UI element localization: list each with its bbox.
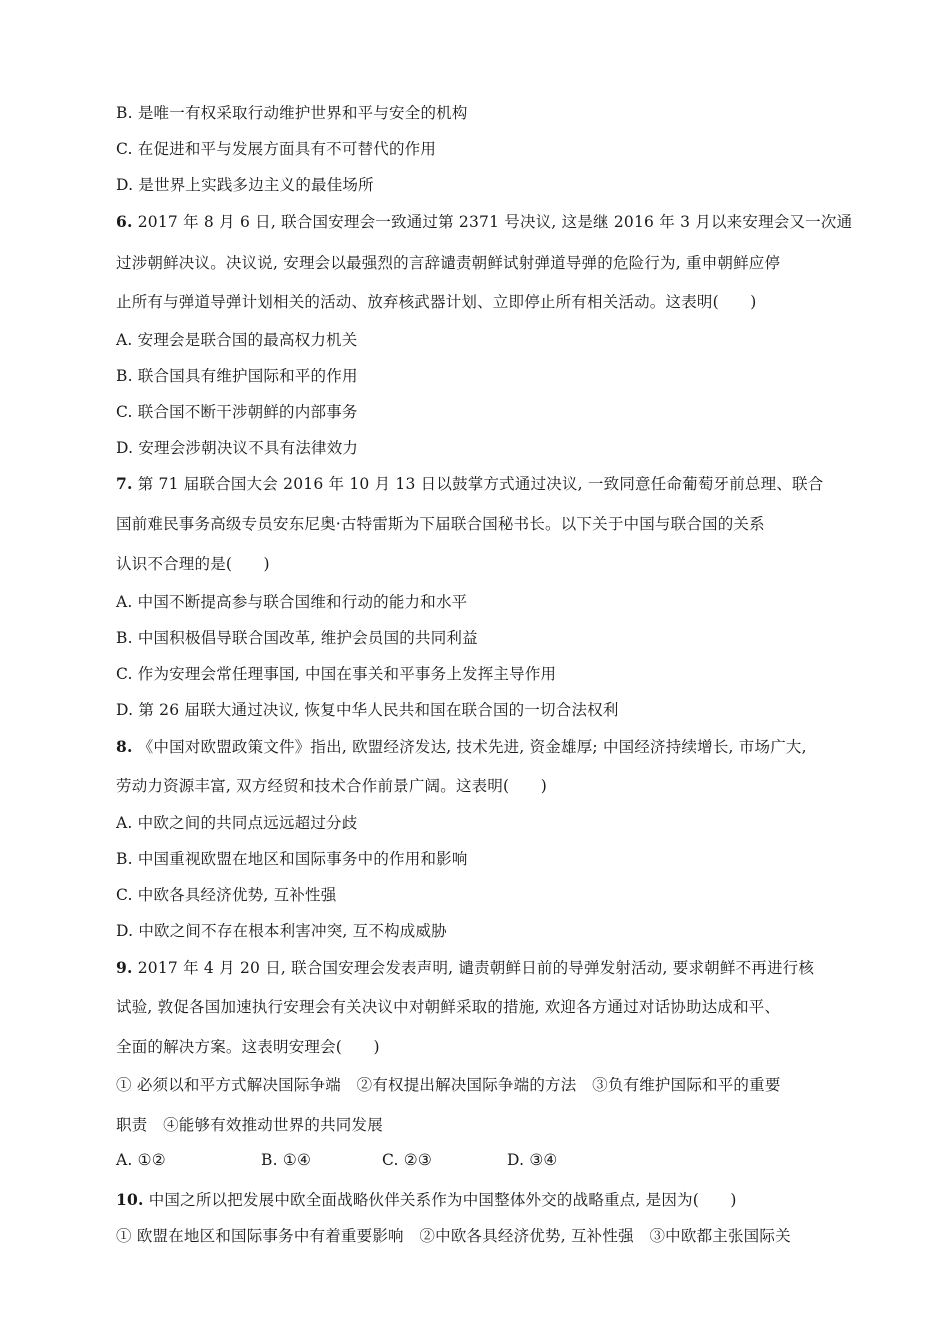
- q9-option-b: B. ①④: [261, 1151, 312, 1169]
- q9-option-c: C. ②③: [382, 1151, 432, 1169]
- q6-stem-line-1: [116, 210, 852, 232]
- q7-option-d: D. 第 26 届联大通过决议, 恢复中华人民共和国在联合国的一切合法权利: [116, 701, 619, 719]
- q10-stem-line-1: [116, 1188, 737, 1210]
- q7-option-c: C. 作为安理会常任理事国, 中国在事关和平事务上发挥主导作用: [116, 665, 557, 683]
- q9-stem-line-3: 全面的解决方案。这表明安理会( ): [116, 1038, 380, 1056]
- q9-statements-line-2: 职责 ④能够有效推动世界的共同发展: [116, 1116, 383, 1134]
- q6-option-b: B. 联合国具有维护国际和平的作用: [116, 367, 358, 385]
- q6-option-c: C. 联合国不断干涉朝鲜的内部事务: [116, 403, 358, 421]
- q8-option-a: A. 中欧之间的共同点远远超过分歧: [116, 814, 358, 832]
- q8-number: 8.: [116, 737, 133, 756]
- q9-option-a: A. ①②: [116, 1151, 166, 1169]
- q9-number: 9.: [116, 958, 133, 977]
- q8-option-b: B. 中国重视欧盟在地区和国际事务中的作用和影响: [116, 850, 468, 868]
- q9-options-row: [116, 1151, 558, 1169]
- q7-option-b: B. 中国积极倡导联合国改革, 维护会员国的共同利益: [116, 629, 478, 647]
- q8-stem-line-2: 劳动力资源丰富, 双方经贸和技术合作前景广阔。这表明( ): [116, 777, 547, 795]
- q8-option-d: D. 中欧之间不存在根本利害冲突, 互不构成威胁: [116, 922, 447, 940]
- q9-stem-line-1: [116, 956, 814, 978]
- q7-option-a: A. 中国不断提高参与联合国维和行动的能力和水平: [116, 593, 468, 611]
- q10-number: 10.: [116, 1190, 144, 1209]
- q9-stem-line-2: 试验, 敦促各国加速执行安理会有关决议中对朝鲜采取的措施, 欢迎各方通过对话协助达成和平、: [116, 998, 781, 1016]
- q9-stem-text-1: 2017 年 4 月 20 日, 联合国安理会发表声明, 谴责朝鲜日前的导弹发射活动, 要求朝鲜不再进行核: [137, 959, 815, 977]
- q8-stem-text-1: 《中国对欧盟政策文件》指出, 欧盟经济发达, 技术先进, 资金雄厚; 中国经济持续增长, 市场广大,: [137, 738, 807, 756]
- q6-stem-line-3: 止所有与弹道导弹计划相关的活动、放弃核武器计划、立即停止所有相关活动。这表明( ): [116, 293, 757, 311]
- q6-option-d: D. 安理会涉朝决议不具有法律效力: [116, 439, 359, 457]
- q6-option-a: A. 安理会是联合国的最高权力机关: [116, 331, 358, 349]
- q8-option-c: C. 中欧各具经济优势, 互补性强: [116, 886, 337, 904]
- q9-statements-line-1: ① 必须以和平方式解决国际争端 ②有权提出解决国际争端的方法 ③负有维护国际和平的重要: [116, 1076, 781, 1094]
- q6-number: 6.: [116, 212, 133, 231]
- q10-statements-line-1: ① 欧盟在地区和国际事务中有着重要影响 ②中欧各具经济优势, 互补性强 ③中欧都主张国际关: [116, 1227, 791, 1245]
- q5-option-c: C. 在促进和平与发展方面具有不可替代的作用: [116, 140, 437, 158]
- q7-stem-line-3: 认识不合理的是( ): [116, 555, 270, 573]
- q6-stem-text-1: 2017 年 8 月 6 日, 联合国安理会一致通过第 2371 号决议, 这是继 2016 年 3 月以来安理会又一次通: [137, 213, 853, 231]
- q6-stem-line-2: 过涉朝鲜决议。决议说, 安理会以最强烈的言辞谴责朝鲜试射弹道导弹的危险行为, 重申朝鲜应停: [116, 254, 781, 272]
- q7-stem-line-1: [116, 472, 823, 494]
- q7-number: 7.: [116, 474, 133, 493]
- q10-stem-text-1: 中国之所以把发展中欧全面战略伙伴关系作为中国整体外交的战略重点, 是因为( ): [148, 1191, 737, 1209]
- q7-stem-text-1: 第 71 届联合国大会 2016 年 10 月 13 日以鼓掌方式通过决议, 一致同意任命葡萄牙前总理、联合: [137, 475, 824, 493]
- q8-stem-line-1: [116, 735, 807, 757]
- q7-stem-line-2: 国前难民事务高级专员安东尼奥·古特雷斯为下届联合国秘书长。以下关于中国与联合国的关系: [116, 515, 765, 533]
- q5-option-d: D. 是世界上实践多边主义的最佳场所: [116, 176, 374, 194]
- q9-option-d: D. ③④: [507, 1151, 558, 1169]
- q5-option-b: B. 是唯一有权采取行动维护世界和平与安全的机构: [116, 104, 468, 122]
